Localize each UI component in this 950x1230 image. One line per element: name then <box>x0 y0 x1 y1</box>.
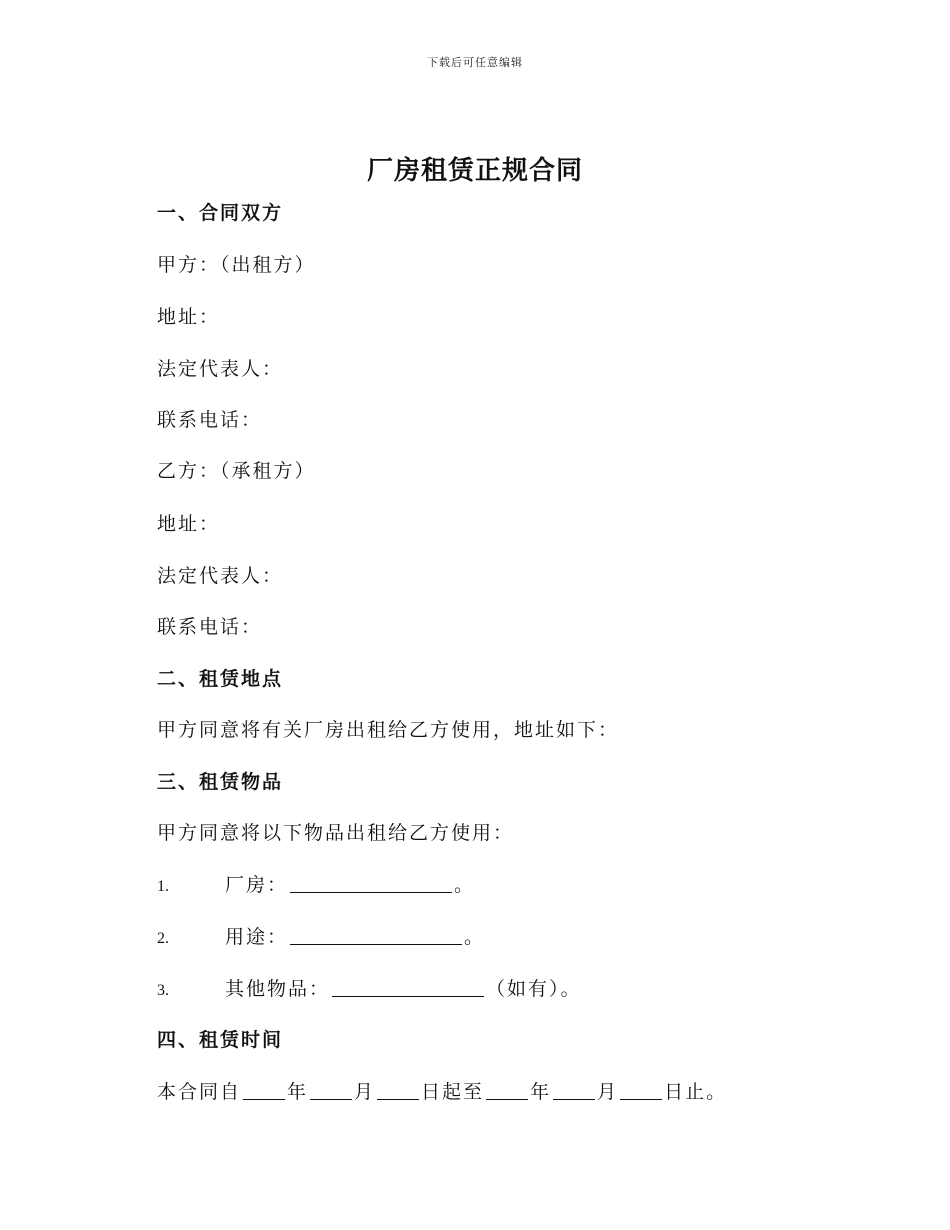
end-day-blank[interactable] <box>620 1081 662 1100</box>
end-month-blank[interactable] <box>553 1081 595 1100</box>
section-heading-parties: 一、合同双方 <box>157 202 284 224</box>
section-heading-location: 二、租赁地点 <box>157 668 284 690</box>
document-title: 厂房租赁正规合同 <box>366 156 583 186</box>
item-factory <box>157 870 475 897</box>
section-heading-term: 四、租赁时间 <box>157 1029 284 1051</box>
header-note: 下载后可任意编辑 <box>427 56 523 69</box>
item-number: 2. <box>157 930 169 947</box>
party-a-line: 甲方：（出租方） <box>157 254 316 276</box>
item-label: 其他物品： <box>225 978 331 1000</box>
party-a-address: 地址： <box>157 306 221 328</box>
party-b-line: 乙方：（承租方） <box>157 460 316 482</box>
term-part: 年 <box>530 1081 552 1103</box>
term-part: 日起至 <box>421 1081 485 1103</box>
item-usage <box>157 922 485 949</box>
item-label: 用途： <box>225 926 289 948</box>
term-part: 年 <box>287 1081 309 1103</box>
party-a-phone: 联系电话： <box>157 409 263 431</box>
item-label: 厂房： <box>225 874 289 896</box>
item-suffix: 。 <box>464 926 486 948</box>
term-part: 月 <box>597 1081 619 1103</box>
start-day-blank[interactable] <box>377 1081 419 1100</box>
term-part: 月 <box>354 1081 376 1103</box>
party-b-address: 地址： <box>157 513 221 535</box>
items-intro-text: 甲方同意将以下物品出租给乙方使用： <box>157 822 515 844</box>
location-text: 甲方同意将有关厂房出租给乙方使用，地址如下： <box>157 719 620 741</box>
end-year-blank[interactable] <box>486 1081 528 1100</box>
party-b-representative: 法定代表人： <box>157 565 284 587</box>
section-heading-items: 三、租赁物品 <box>157 771 284 793</box>
fill-blank[interactable] <box>290 926 462 945</box>
term-part: 本合同自 <box>157 1081 242 1103</box>
item-number: 3. <box>157 982 169 999</box>
party-b-phone: 联系电话： <box>157 616 263 638</box>
item-other <box>157 974 582 1001</box>
start-month-blank[interactable] <box>310 1081 352 1100</box>
term-text <box>157 1077 727 1104</box>
fill-blank[interactable] <box>290 874 452 893</box>
term-part: 日止。 <box>664 1081 728 1103</box>
item-number: 1. <box>157 878 169 895</box>
party-a-representative: 法定代表人： <box>157 358 284 380</box>
item-suffix: 。 <box>454 874 476 896</box>
start-year-blank[interactable] <box>243 1081 285 1100</box>
fill-blank[interactable] <box>332 978 484 997</box>
item-suffix: （如有）。 <box>486 978 582 1000</box>
